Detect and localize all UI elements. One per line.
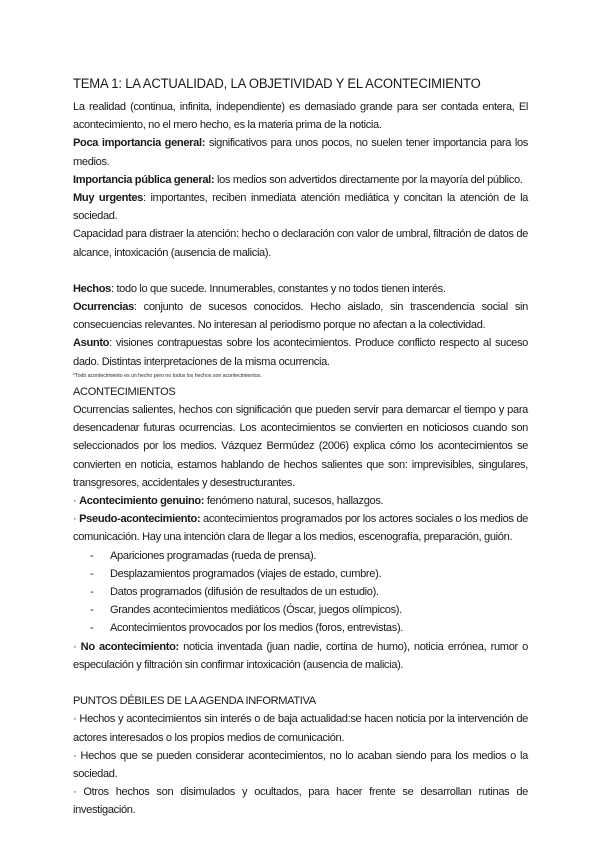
puntos-item: · Hechos y acontecimientos sin interés o de baja actualidad:se hacen noticia por la intervención de actores interesados o los propios medios de comunicación. xyxy=(73,713,528,744)
term-text: los medios son advertidos directamente por la mayoría del público. xyxy=(214,173,523,186)
bullet-genuino xyxy=(73,492,528,510)
bullet-dot: · xyxy=(73,513,80,526)
sublist-item-text: Apariciones programadas (rueda de prensa). xyxy=(110,549,317,562)
term-label: Asunto xyxy=(73,337,110,350)
sublist-item-text: Grandes acontecimientos mediáticos (Óscar, juegos olímpicos). xyxy=(110,604,402,617)
spacer xyxy=(73,262,528,280)
term-label: Hechos xyxy=(73,282,111,295)
sublist-item xyxy=(73,601,528,619)
dash-marker: - xyxy=(90,622,94,635)
capacidad-paragraph: Capacidad para distraer la atención: hecho o declaración con valor de umbral, filtración de datos de alcance, intoxicación (ausencia de malicia). xyxy=(73,228,528,259)
bullet-dot: · xyxy=(73,495,80,508)
dash-marker: - xyxy=(90,567,94,580)
bullet-dot: · xyxy=(73,640,81,653)
sublist-item xyxy=(73,583,528,601)
term-label: Muy urgentes xyxy=(73,192,143,205)
hechos-definition xyxy=(73,280,528,298)
section-heading-puntos-debiles: PUNTOS DÉBILES DE LA AGENDA INFORMATIVA xyxy=(73,695,316,708)
term-label: Acontecimiento genuino: xyxy=(79,495,205,508)
term-text: : todo lo que sucede. Innumerables, constantes y no todos tienen interés. xyxy=(110,282,446,295)
sublist-item-text: Acontecimientos provocados por los medios (foros, entrevistas). xyxy=(110,622,404,635)
ocurrencias-definition xyxy=(73,298,528,334)
muy-urgentes xyxy=(73,189,528,225)
sublist-item xyxy=(73,619,528,637)
term-label: Poca importancia general: xyxy=(73,137,206,150)
bullet-no-acontecimiento xyxy=(73,638,528,674)
dash-marker: - xyxy=(90,586,94,599)
term-text: : visiones contrapuestas sobre los acontecimientos. Produce conflicto respecto al suceso dado. Distintas interpretaciones de la misma ocurrencia. xyxy=(73,337,528,368)
footnote: *Todo acontecimiento es un hecho pero no todos los hechos son acontecimientos. xyxy=(73,372,262,379)
sublist-item-text: Desplazamientos programados (viajes de estado, cumbre). xyxy=(110,567,382,580)
spacer xyxy=(73,674,528,692)
acontecimientos-paragraph: Ocurrencias salientes, hechos con significación que pueden servir para demarcar el tiempo y para desencadenar futuras ocurrencias. Los acontecimientos se convierten en noticiosos cuando son seleccionados por los medios. Vázquez Bermúdez (2006) explica cómo los acontecimientos se convierten en noticia, estamos hablando de hechos salientes que son: imprevisibles, singulares, transgresores, accidentales y desestructurantes. xyxy=(73,404,528,489)
page-title: TEMA 1: LA ACTUALIDAD, LA OBJETIVIDAD Y EL ACONTECIMIENTO xyxy=(73,76,481,92)
puntos-item: · Hechos que se pueden considerar acontecimientos, no lo acaban siendo para los medios o la sociedad. xyxy=(73,749,528,780)
term-label: Ocurrencias xyxy=(73,301,134,314)
term-text: fenómeno natural, sucesos, hallazgos. xyxy=(204,495,384,508)
sublist-item-text: Datos programados (difusión de resultados de un estudio). xyxy=(110,586,379,599)
intro-paragraph: La realidad (continua, infinita, independiente) es demasiado grande para ser contada entera, El acontecimiento, no el mero hecho, es la materia prima de la noticia. xyxy=(73,101,528,132)
term-label: Pseudo-acontecimiento: xyxy=(79,513,201,526)
dash-marker: - xyxy=(90,549,94,562)
term-text: noticia inventada (juan nadie, cortina de humo), noticia errónea, rumor o especulación y filtración sin confirmar intoxicación (ausencia de malicia). xyxy=(73,640,528,671)
sublist-item xyxy=(73,547,528,565)
term-text: : importantes, reciben inmediata atención mediática y concitan la atención de la sociedad. xyxy=(73,192,528,223)
section-heading-acontecimientos: ACONTECIMIENTOS xyxy=(73,385,176,398)
asunto-definition xyxy=(73,334,528,370)
dash-marker: - xyxy=(90,604,94,617)
term-label: Importancia pública general: xyxy=(73,173,215,186)
term-text: acontecimientos programados por los actores sociales o los medios de comunicación. Hay una intención clara de llegar a los medios, escenografía, preparación, guión. xyxy=(73,513,528,544)
poca-importancia xyxy=(73,134,528,170)
puntos-item: · Otros hechos son disimulados y ocultados, para hacer frente se desarrollan rutinas de investigación. xyxy=(73,786,528,817)
term-label: No acontecimiento: xyxy=(80,640,179,653)
importancia-publica xyxy=(73,171,528,189)
term-text: : conjunto de sucesos conocidos. Hecho aislado, sin trascendencia social sin consecuencias relevantes. No interesan al periodismo porque no afectan a la colectividad. xyxy=(73,301,528,332)
bullet-pseudo xyxy=(73,510,528,546)
term-text: significativos para unos pocos, no suelen tener importancia para los medios. xyxy=(73,137,528,168)
sublist-item xyxy=(73,565,528,583)
